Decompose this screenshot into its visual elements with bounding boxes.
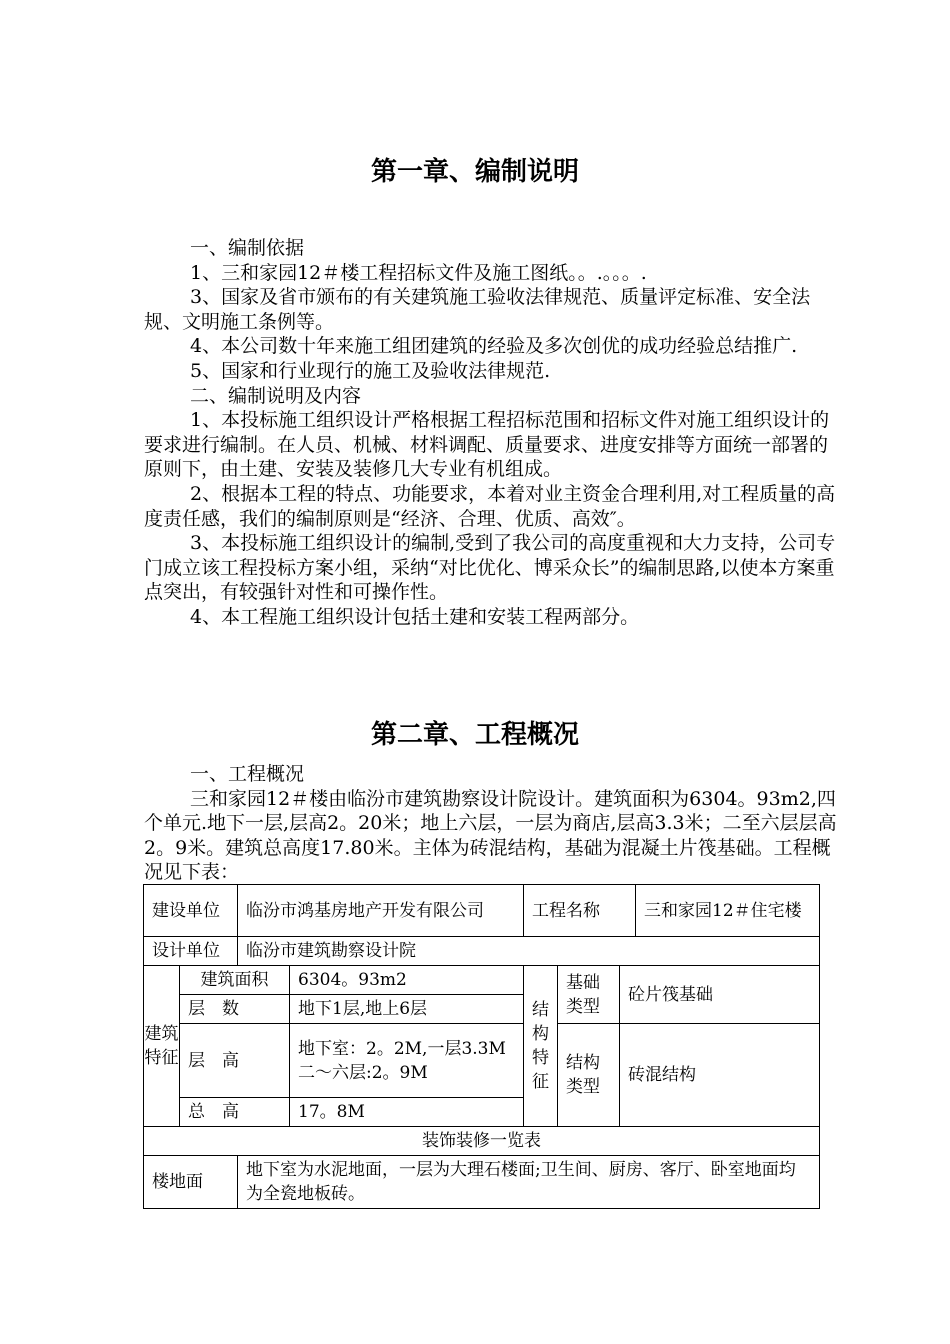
table-cell: 6304。93m2 (290, 966, 524, 995)
table-row (144, 966, 820, 995)
table-row (144, 1024, 820, 1098)
table-cell: 结构类型 (558, 1024, 620, 1127)
chapter2-body (144, 762, 838, 885)
paragraph: 三和家园12＃楼由临汾市建筑勘察设计院设计。建筑面积为6304。93m2,四个单元.地下一层,层高2。20米；地上六层，一层为商店,层高3.3米；二至六层层高2。9米。建筑总高度17.80米。主体为砖混结构，基础为混凝土片筏基础。工程概况见下表： (144, 787, 837, 884)
table-cell: 层 高 (180, 1024, 290, 1098)
paragraph: 4、本工程施工组织设计包括土建和安装工程两部分。 (190, 605, 640, 628)
chapter2-title: 第二章、工程概况 (370, 720, 579, 750)
chapter1-title: 第一章、编制说明 (370, 157, 579, 187)
section-heading: 一、工程概况 (190, 763, 305, 785)
table-cell: 工程名称 (524, 885, 636, 937)
section-heading: 一、编制依据 (190, 237, 305, 259)
paragraph: 2、根据本工程的特点、功能要求，本着对业主资金合理利用,对工程质量的高度责任感，我们的编制原则是“经济、合理、优质、高效″。 (144, 482, 836, 530)
table-cell: 砖混结构 (620, 1024, 820, 1127)
paragraph: 5、国家和行业现行的施工及验收法律规范. (190, 359, 551, 382)
table-cell: 结构特征 (524, 966, 558, 1127)
table-cell: 砼片筏基础 (620, 966, 820, 1024)
table-cell: 地下室：2。2M,一层3.3M二～六层:2。9M (290, 1024, 524, 1098)
table-row (144, 937, 820, 966)
table-row (144, 1156, 820, 1209)
table-cell: 地下室为水泥地面，一层为大理石楼面;卫生间、厨房、客厅、卧室地面均为全瓷地板砖。 (238, 1156, 820, 1209)
table-cell: 临汾市建筑勘察设计院 (238, 937, 820, 966)
paragraph: 3、本投标施工组织设计的编制,受到了我公司的高度重视和大力支持，公司专门成立该工程投标方案小组，采纳“对比优化、博采众长”的编制思路,以使本方案重点突出，有较强针对性和可操作性。 (144, 532, 836, 604)
table-row (144, 1127, 820, 1156)
table-cell: 建设单位 (144, 885, 238, 937)
table-cell: 三和家园12＃住宅楼 (636, 885, 820, 937)
table-cell: 地下1层,地上6层 (290, 995, 524, 1024)
paragraph: 1、三和家园12＃楼工程招标文件及施工图纸。。.。。。. (190, 261, 647, 284)
table-cell: 建筑面积 (180, 966, 290, 995)
section-heading: 二、编制说明及内容 (190, 384, 362, 407)
table-cell: 装饰装修一览表 (144, 1127, 820, 1156)
table-cell: 临汾市鸿基房地产开发有限公司 (238, 885, 524, 937)
table-cell: 设计单位 (144, 937, 238, 966)
paragraph: 3、国家及省市颁布的有关建筑施工验收法律规范、质量评定标准、安全法规、文明施工条例等。 (144, 286, 811, 333)
table-cell: 总 高 (180, 1098, 290, 1127)
table-cell: 17。8M (290, 1098, 524, 1127)
chapter1-body (144, 236, 838, 630)
paragraph: 4、本公司数十年来施工组团建筑的经验及多次创优的成功经验总结推广. (190, 335, 798, 358)
paragraph: 1、本投标施工组织设计严格根据工程招标范围和招标文件对施工组织设计的要求进行编制。在人员、机械、材料调配、质量要求、进度安排等方面统一部署的原则下，由土建、安装及装修几大专业有机组成。 (144, 409, 830, 481)
table-cell: 建筑特征 (144, 966, 180, 1127)
table-cell: 楼地面 (144, 1156, 238, 1209)
table-row (144, 885, 820, 937)
project-overview-table (143, 884, 820, 1209)
table-cell: 基础类型 (558, 966, 620, 1024)
table-cell: 层 数 (180, 995, 290, 1024)
